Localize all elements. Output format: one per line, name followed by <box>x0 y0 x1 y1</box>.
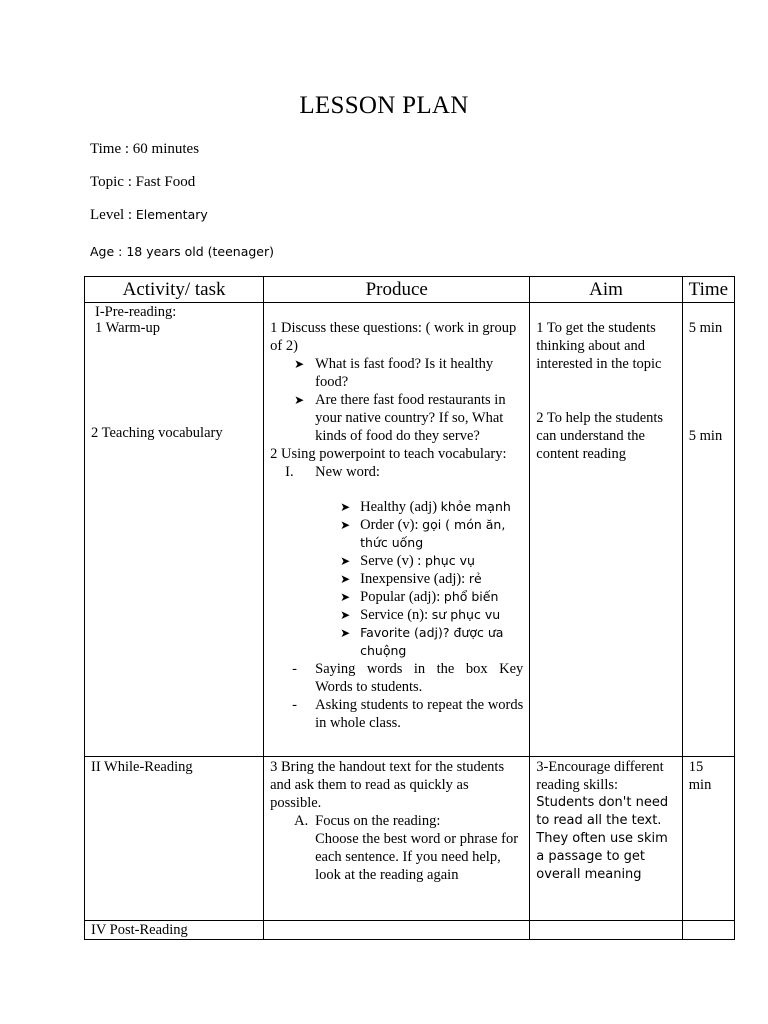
produce-vocabulary: 2 Using powerpoint to teach vocabulary: <box>270 446 507 462</box>
activity-warm-up: 1 Warm-up <box>95 320 161 336</box>
activity-post-reading: IV Post-Reading <box>91 922 188 938</box>
arrow-bullet-icon: ➤ <box>340 500 351 514</box>
aim-3-detail: Students don't need to read all the text. They often use skim a passage to get overall meaning <box>536 795 669 882</box>
header-produce: Produce <box>264 277 530 303</box>
activity-while-reading: II While-Reading <box>91 759 193 775</box>
produce-cell <box>264 303 530 757</box>
level-value: Elementary <box>135 207 208 222</box>
arrow-bullet-icon: ➤ <box>340 626 351 640</box>
list-item: ➤ What is fast food? Is it healthy food? <box>294 356 494 390</box>
vocab-item: ➤ Healthy (adj) khỏe mạnh <box>340 499 511 515</box>
time-3: 15 min <box>688 759 712 793</box>
focus-detail: Choose the best word or phrase for each sentence. If you need help, look at the reading again <box>315 831 519 883</box>
time-cell <box>682 921 734 940</box>
activity-cell <box>85 303 264 757</box>
table-row <box>85 303 735 757</box>
level-label: Level : <box>90 207 136 223</box>
vocab-item: ➤ Serve (v) : phục vụ <box>340 553 475 569</box>
time-cell <box>682 303 734 757</box>
vocab-item: ➤ Favorite (adj)? được ưa chuộng <box>340 625 504 658</box>
activity-cell <box>85 757 264 921</box>
list-item: ➤ Are there fast food restaurants in your native country? If so, What kinds of food do they serve? <box>294 392 506 444</box>
aim-cell <box>530 757 683 921</box>
vocab-item: ➤ Service (n): sư phục vu <box>340 607 501 623</box>
aim-cell <box>530 921 683 940</box>
list-item: - Asking students to repeat the words in whole class. <box>292 697 524 731</box>
aim-3: 3-Encourage different reading skills: <box>536 759 664 793</box>
vocab-item: ➤ Popular (adj): phổ biến <box>340 589 499 605</box>
arrow-bullet-icon: ➤ <box>340 590 351 604</box>
activity-pre-reading: I-Pre-reading: <box>95 304 177 320</box>
list-item: I. New word: <box>285 464 380 480</box>
aim-2: 2 To help the students can understand the content reading <box>536 410 664 462</box>
time-cell <box>682 757 734 921</box>
arrow-bullet-icon: ➤ <box>340 518 351 532</box>
produce-cell <box>264 921 530 940</box>
arrow-bullet-icon: ➤ <box>294 393 305 407</box>
aim-cell <box>530 303 683 757</box>
activity-cell <box>85 921 264 940</box>
header-time: Time <box>682 277 734 303</box>
time-line: Time : 60 minutes <box>90 141 200 157</box>
topic-line: Topic : Fast Food <box>90 174 196 190</box>
arrow-bullet-icon: ➤ <box>340 554 351 568</box>
produce-discuss: 1 Discuss these questions: ( work in group of 2) <box>270 320 517 354</box>
arrow-bullet-icon: ➤ <box>340 572 351 586</box>
arrow-bullet-icon: ➤ <box>294 357 305 371</box>
time-1: 5 min <box>688 320 723 336</box>
table-row <box>85 921 735 940</box>
time-2: 5 min <box>688 428 723 444</box>
arrow-bullet-icon: ➤ <box>340 608 351 622</box>
lesson-table <box>84 276 735 940</box>
list-item: - Saying words in the box Key Words to students. <box>292 661 524 695</box>
vocab-item: ➤ Order (v): gọi ( món ăn, thức uống <box>340 517 506 550</box>
aim-1: 1 To get the students thinking about and interested in the topic <box>536 320 662 372</box>
header-activity: Activity/ task <box>85 277 264 303</box>
header-aim: Aim <box>530 277 683 303</box>
table-row <box>85 757 735 921</box>
list-item: A. Focus on the reading: <box>294 813 441 829</box>
table-header-row <box>85 277 735 303</box>
level-line <box>90 207 208 224</box>
page-title: LESSON PLAN <box>299 92 469 119</box>
vocab-item: ➤ Inexpensive (adj): rẻ <box>340 571 482 587</box>
age-line: Age : 18 years old (teenager) <box>90 244 274 259</box>
activity-teaching-vocabulary: 2 Teaching vocabulary <box>91 425 223 441</box>
produce-cell <box>264 757 530 921</box>
produce-handout: 3 Bring the handout text for the students and ask them to read as quickly as possible. <box>270 759 505 811</box>
